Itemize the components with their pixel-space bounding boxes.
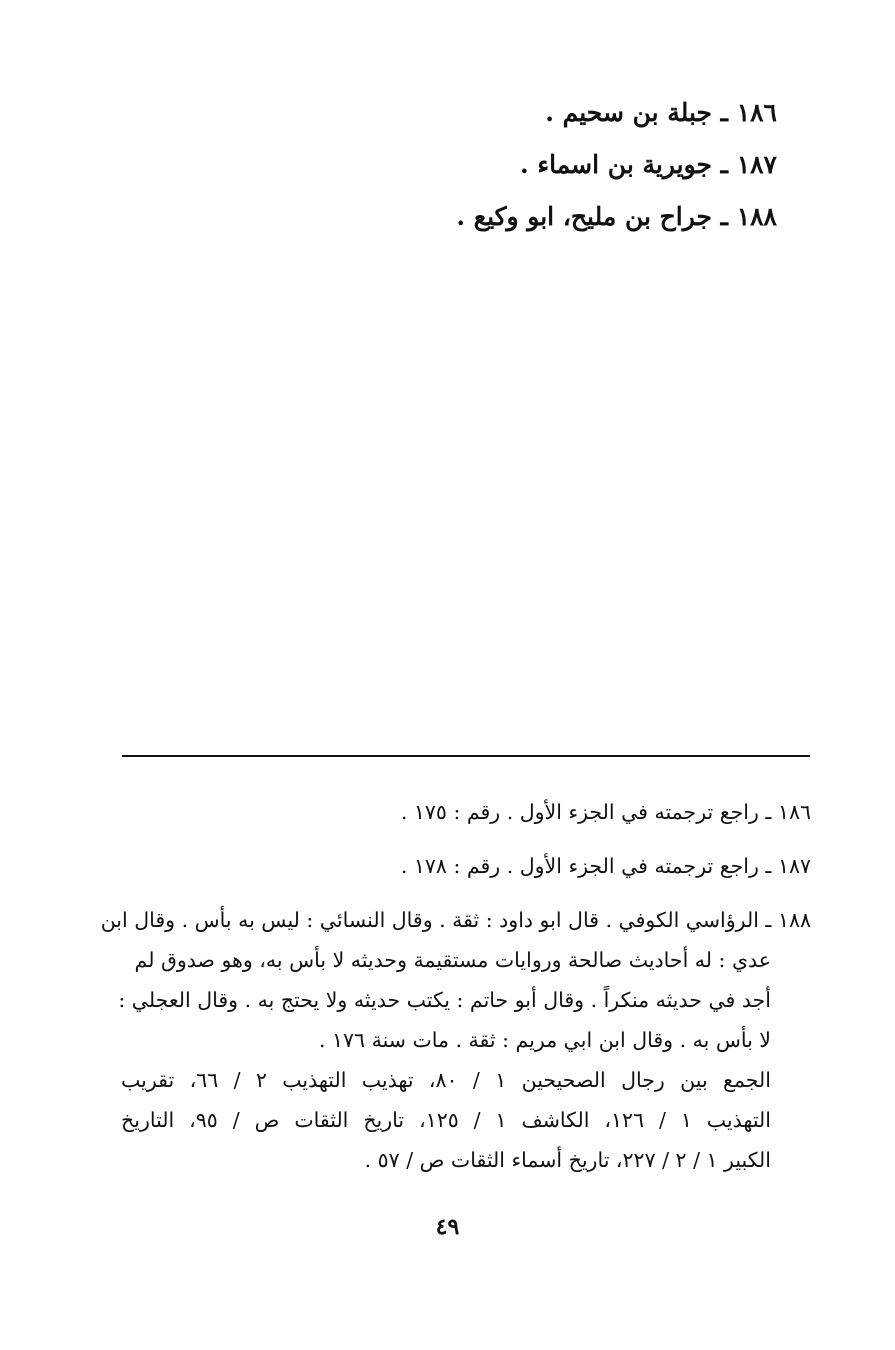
footnote-line: عدي : له أحاديث صالحة وروايات مستقيمة وحديثه لا بأس به، وهو صدوق لم bbox=[134, 948, 771, 972]
footnotes bbox=[100, 792, 811, 1194]
footnote-reference-line: التهذيب ١ / ١٢٦، الكاشف ١ / ١٢٥، تاريخ الثقات ص / ٩٥، التاريخ bbox=[121, 1108, 771, 1132]
footnote-line: أجد في حديثه منكراً . وقال أبو حاتم : يكتب حديثه ولا يحتج به . وقال العجلي : bbox=[118, 988, 771, 1012]
entry-187: ١٨٧ ـ جويرية بن اسماء . bbox=[519, 150, 777, 179]
footnote-line: ١٨٨ ـ الرؤاسي الكوفي . قال ابو داود : ثقة . وقال النسائي : ليس به بأس . وقال ابن bbox=[100, 908, 811, 932]
footnote-divider bbox=[122, 755, 810, 757]
main-entries bbox=[117, 92, 777, 248]
entry-186: ١٨٦ ـ جبلة بن سحيم . bbox=[545, 98, 777, 127]
footnote-reference-line: الكبير ١ / ٢ / ٢٢٧، تاريخ أسماء الثقات ص / ٥٧ . bbox=[364, 1148, 771, 1172]
footnote-line: ١٨٦ ـ راجع ترجمته في الجزء الأول . رقم : ١٧٥ . bbox=[400, 800, 811, 824]
footnote-line: ١٨٧ ـ راجع ترجمته في الجزء الأول . رقم : ١٧٨ . bbox=[400, 854, 811, 878]
footnote-line: لا بأس به . وقال ابن ابي مريم : ثقة . مات سنة ١٧٦ . bbox=[318, 1028, 771, 1052]
footnote-187 bbox=[121, 846, 811, 886]
entry-188: ١٨٨ ـ جراح بن مليح، ابو وكيع . bbox=[456, 202, 777, 231]
footnote-reference-line: الجمع بين رجال الصحيحين ١ / ٨٠، تهذيب التهذيب ٢ / ٦٦، تقريب bbox=[121, 1068, 771, 1092]
footnote-188 bbox=[100, 900, 811, 1180]
page-number: ٤٩ bbox=[435, 1214, 460, 1240]
footnote-186 bbox=[121, 792, 811, 832]
